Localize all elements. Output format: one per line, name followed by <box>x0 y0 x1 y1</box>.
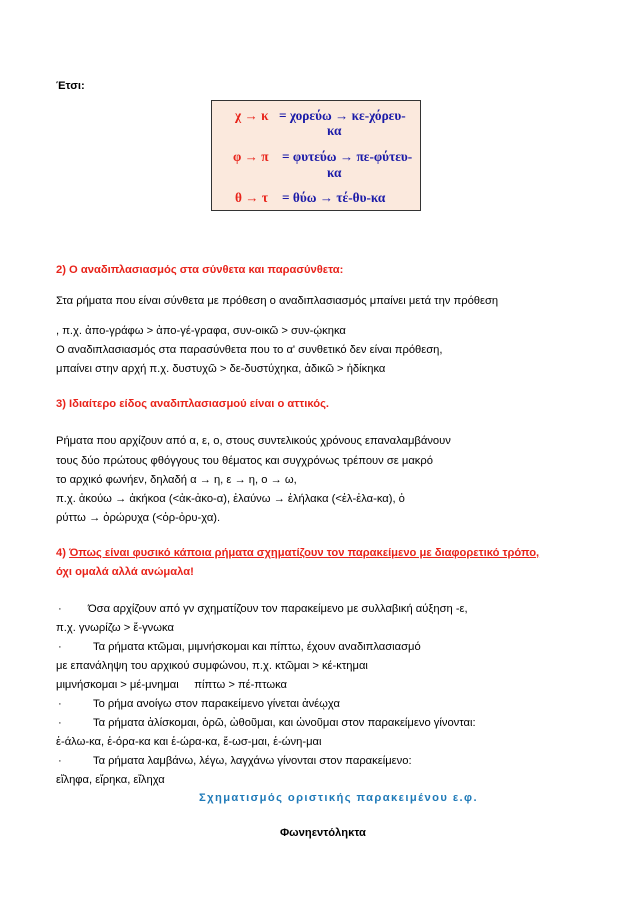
section2-line: , π.χ. ἀπο-γράφω > ἀπο-γέ-γραφα, συν-οικῶ > συν-ῴκηκα <box>56 325 346 337</box>
bullet-text: Όσα αρχίζουν από γν σχηματίζουν τον παρακείμενο με συλλαβική αύξηση -ε, <box>88 603 468 615</box>
bullet-marker: · <box>58 755 62 767</box>
row1-mapping: χ → κ <box>235 108 269 123</box>
bullet-continuation: ἑ-άλω-κα, ἑ-όρα-κα και ἑ-ώρα-κα, ἔ-ωσ-μαι, ἑ-ώνη-μαι <box>56 736 322 748</box>
section3-line: ρύττω → ὀρώρυχα (<ὀρ-ὀρυ-χα). <box>56 512 221 524</box>
row3-equation: = θύω → τέ-θυ-κα <box>282 190 386 205</box>
bullet-text: Το ρήμα ανοίγω στον παρακείμενο γίνεται ἀνέῳχα <box>93 698 340 710</box>
bullet-continuation: εἴληφα, εἴρηκα, εἴληχα <box>56 774 165 786</box>
section2-line: Ο αναδιπλασιασμός στα παρασύνθετα που το α' συνθετικό δεν είναι πρόθεση, <box>56 344 443 356</box>
section3-heading: 3) Ιδιαίτερο είδος αναδιπλασιασμού είναι ο αττικός. <box>56 398 330 410</box>
section4-heading-line2: όχι ομαλά αλλά ανώμαλα! <box>56 566 194 578</box>
bullet-continuation: μιμνήσκομαι > μέ-μνημαι πίπτω > πέ-πτωκα <box>56 679 288 691</box>
row3-mapping: θ → τ <box>235 190 269 205</box>
intro-label: Έτσι: <box>56 80 85 92</box>
section3-line: Ρήματα που αρχίζουν από α, ε, ο, στους συντελικούς χρόνους επαναλαμβάνουν <box>56 435 451 447</box>
bullet-text: Τα ρήματα λαμβάνω, λέγω, λαγχάνω γίνονται στον παρακείμενο: <box>93 755 412 767</box>
section3-line: τους δύο πρώτους φθόγγους του θέματος και συγχρόνως τρέπουν σε μακρό <box>56 455 433 467</box>
section4-heading-number: 4) <box>56 547 70 559</box>
bullet-marker: · <box>58 641 62 653</box>
section3-line: π.χ. ἀκούω → ἀκήκοα (<ἀκ-ἀκο-α), ἐλαύνω → ἐλήλακα (<ἐλ-ἐλα-κα), ὀ <box>56 493 405 505</box>
bullet-marker: · <box>58 603 62 615</box>
footer-heading: Φωνηεντόληκτα <box>280 827 366 839</box>
section2-heading: 2) Ο αναδιπλασιασμός στα σύνθετα και παρασύνθετα: <box>56 264 344 276</box>
row2-mapping: φ → π <box>233 149 269 164</box>
section4-heading <box>56 547 539 559</box>
section4-heading-text: Όπως είναι φυσικό κάποια ρήματα σχηματίζουν τον παρακείμενο με διαφορετικό τρόπο, <box>69 547 540 559</box>
row1-equation: = χορεύω → κε-χόρευ- <box>279 108 406 123</box>
bullet-text: Τα ρήματα κτῶμαι, μιμνήσκομαι και πίπτω, έχουν αναδιπλασιασμό <box>93 641 421 653</box>
section-subtitle: Σχηματισμός οριστικής παρακειμένου ε.φ. <box>199 792 478 804</box>
bullet-continuation: με επανάληψη του αρχικού συμφώνου, π.χ. κτῶμαι > κέ-κτημαι <box>56 660 368 672</box>
section3-line: το αρχικό φωνήεν, δηλαδή α → η, ε → η, ο → ω, <box>56 474 297 486</box>
aspirate-table <box>211 100 421 211</box>
section2-line: Στα ρήματα που είναι σύνθετα με πρόθεση ο αναδιπλασιασμός μπαίνει μετά την πρόθεση <box>56 295 499 307</box>
bullet-marker: · <box>58 717 62 729</box>
bullet-marker: · <box>58 698 62 710</box>
row2-continuation: κα <box>327 165 342 180</box>
section2-line: μπαίνει στην αρχή π.χ. δυστυχῶ > δε-δυστύχηκα, ἀδικῶ > ἠδίκηκα <box>56 363 386 375</box>
bullet-continuation: π.χ. γνωρίζω > ἔ-γνωκα <box>56 622 174 634</box>
row1-continuation: κα <box>327 123 342 138</box>
bullet-text: Τα ρήματα ἁλίσκομαι, ὁρῶ, ὠθοῦμαι, και ὠνοῦμαι στον παρακείμενο γίνονται: <box>93 717 476 729</box>
row2-equation: = φυτεύω → πε-φύτευ- <box>282 149 413 164</box>
